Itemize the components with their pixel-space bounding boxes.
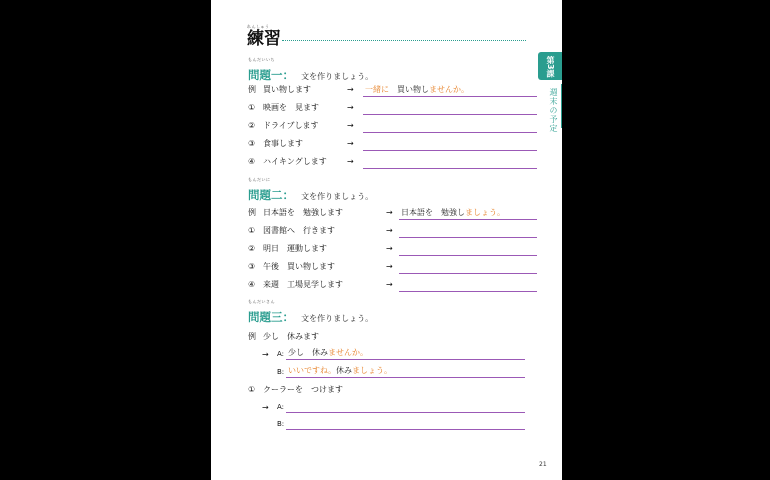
row-question: 午後 買い物します xyxy=(263,262,335,271)
section3-title: 問題三： xyxy=(248,310,294,324)
row-marker: 例 xyxy=(248,85,256,94)
answer-text xyxy=(401,207,505,219)
row-question: 来週 工場見学します xyxy=(263,280,343,289)
arrow-icon: → xyxy=(262,403,269,412)
answer-text xyxy=(288,347,368,358)
answer-suffix: ましょう。 xyxy=(465,208,505,217)
answer-field-b[interactable] xyxy=(286,417,525,430)
answer-mid: 休み xyxy=(336,366,352,375)
arrow-icon: → xyxy=(347,157,354,166)
section2-ruby: もんだいに xyxy=(248,177,271,182)
section2-heading xyxy=(248,177,374,203)
arrow-icon: → xyxy=(347,121,354,130)
answer-text xyxy=(365,84,469,96)
answer-field[interactable] xyxy=(363,120,537,133)
answer-field[interactable] xyxy=(363,102,537,115)
title-divider xyxy=(282,40,526,41)
section2-title: 問題二： xyxy=(248,188,294,202)
page-title: 練習 xyxy=(247,29,281,49)
section1-instruction: 文を作りましょう。 xyxy=(301,72,374,81)
speaker-a-label: A: xyxy=(277,350,285,358)
row-marker: ① xyxy=(248,226,256,235)
arrow-icon: → xyxy=(262,350,269,359)
row-question: 明日 運動します xyxy=(263,244,327,253)
row-marker: ③ xyxy=(248,262,256,271)
row-marker: 例 xyxy=(248,332,256,341)
section1-heading xyxy=(248,57,374,83)
speaker-a-label: A: xyxy=(277,403,285,411)
answer-field-a[interactable] xyxy=(286,347,525,360)
arrow-icon: → xyxy=(347,103,354,112)
page-number: 21 xyxy=(539,461,547,468)
arrow-icon: → xyxy=(386,226,393,235)
answer-field[interactable] xyxy=(399,225,537,238)
answer-text xyxy=(288,365,392,376)
answer-prefix: 一緒に xyxy=(365,85,389,94)
answer-field[interactable] xyxy=(363,156,537,169)
answer-field[interactable] xyxy=(399,279,537,292)
section3-ruby: もんだいさん xyxy=(248,299,275,304)
lesson-tab-label: 第3課 xyxy=(546,56,555,78)
row-marker: ③ xyxy=(248,139,256,148)
answer-mid: 日本語を 勉強し xyxy=(401,208,465,217)
lesson-tab[interactable] xyxy=(538,52,562,80)
speaker-b-label: B: xyxy=(277,368,285,376)
arrow-icon: → xyxy=(386,280,393,289)
row-question: ドライブします xyxy=(263,121,319,130)
section2-instruction: 文を作りましょう。 xyxy=(301,192,374,201)
section1-ruby: もんだいいち xyxy=(248,57,275,62)
side-divider xyxy=(561,84,562,128)
row-marker: ② xyxy=(248,244,256,253)
row-question: 買い物します xyxy=(263,85,311,94)
row-marker: ① xyxy=(248,103,256,112)
answer-mid: 買い物し xyxy=(397,85,429,94)
page-title-block xyxy=(247,24,281,48)
row-marker: ① xyxy=(248,385,256,394)
row-marker: 例 xyxy=(248,208,256,217)
row-marker: ④ xyxy=(248,280,256,289)
row-marker: ④ xyxy=(248,157,256,166)
row-question: クーラーを つけます xyxy=(263,385,343,394)
section3-instruction: 文を作りましょう。 xyxy=(301,314,374,323)
section3-heading xyxy=(248,299,374,325)
arrow-icon: → xyxy=(347,139,354,148)
section1-title: 問題一： xyxy=(248,68,294,82)
row-question: 日本語を 勉強します xyxy=(263,208,343,217)
arrow-icon: → xyxy=(386,262,393,271)
row-question: 少し 休みます xyxy=(263,332,319,341)
arrow-icon: → xyxy=(386,244,393,253)
answer-field[interactable] xyxy=(399,207,537,220)
title-ruby: れんしゅう xyxy=(247,24,270,29)
answer-suffix: ましょう。 xyxy=(352,366,392,375)
textbook-page xyxy=(211,0,562,480)
answer-field[interactable] xyxy=(363,138,537,151)
row-question: 食事します xyxy=(263,139,303,148)
row-question: ハイキングします xyxy=(263,157,327,166)
row-question: 映画を 見ます xyxy=(263,103,319,112)
speaker-b-label: B: xyxy=(277,420,285,428)
answer-prefix: いいですね。 xyxy=(288,366,336,375)
answer-field[interactable] xyxy=(399,261,537,274)
arrow-icon: → xyxy=(386,208,393,217)
answer-field-b[interactable] xyxy=(286,365,525,378)
answer-suffix: ませんか。 xyxy=(328,348,368,357)
lesson-topic: 週末の予定 xyxy=(549,88,558,133)
answer-field[interactable] xyxy=(363,84,537,97)
answer-mid: 少し 休み xyxy=(288,348,328,357)
arrow-icon: → xyxy=(347,85,354,94)
answer-suffix: ませんか。 xyxy=(429,85,469,94)
row-marker: ② xyxy=(248,121,256,130)
answer-field[interactable] xyxy=(399,243,537,256)
row-question: 図書館へ 行きます xyxy=(263,226,335,235)
answer-field-a[interactable] xyxy=(286,400,525,413)
